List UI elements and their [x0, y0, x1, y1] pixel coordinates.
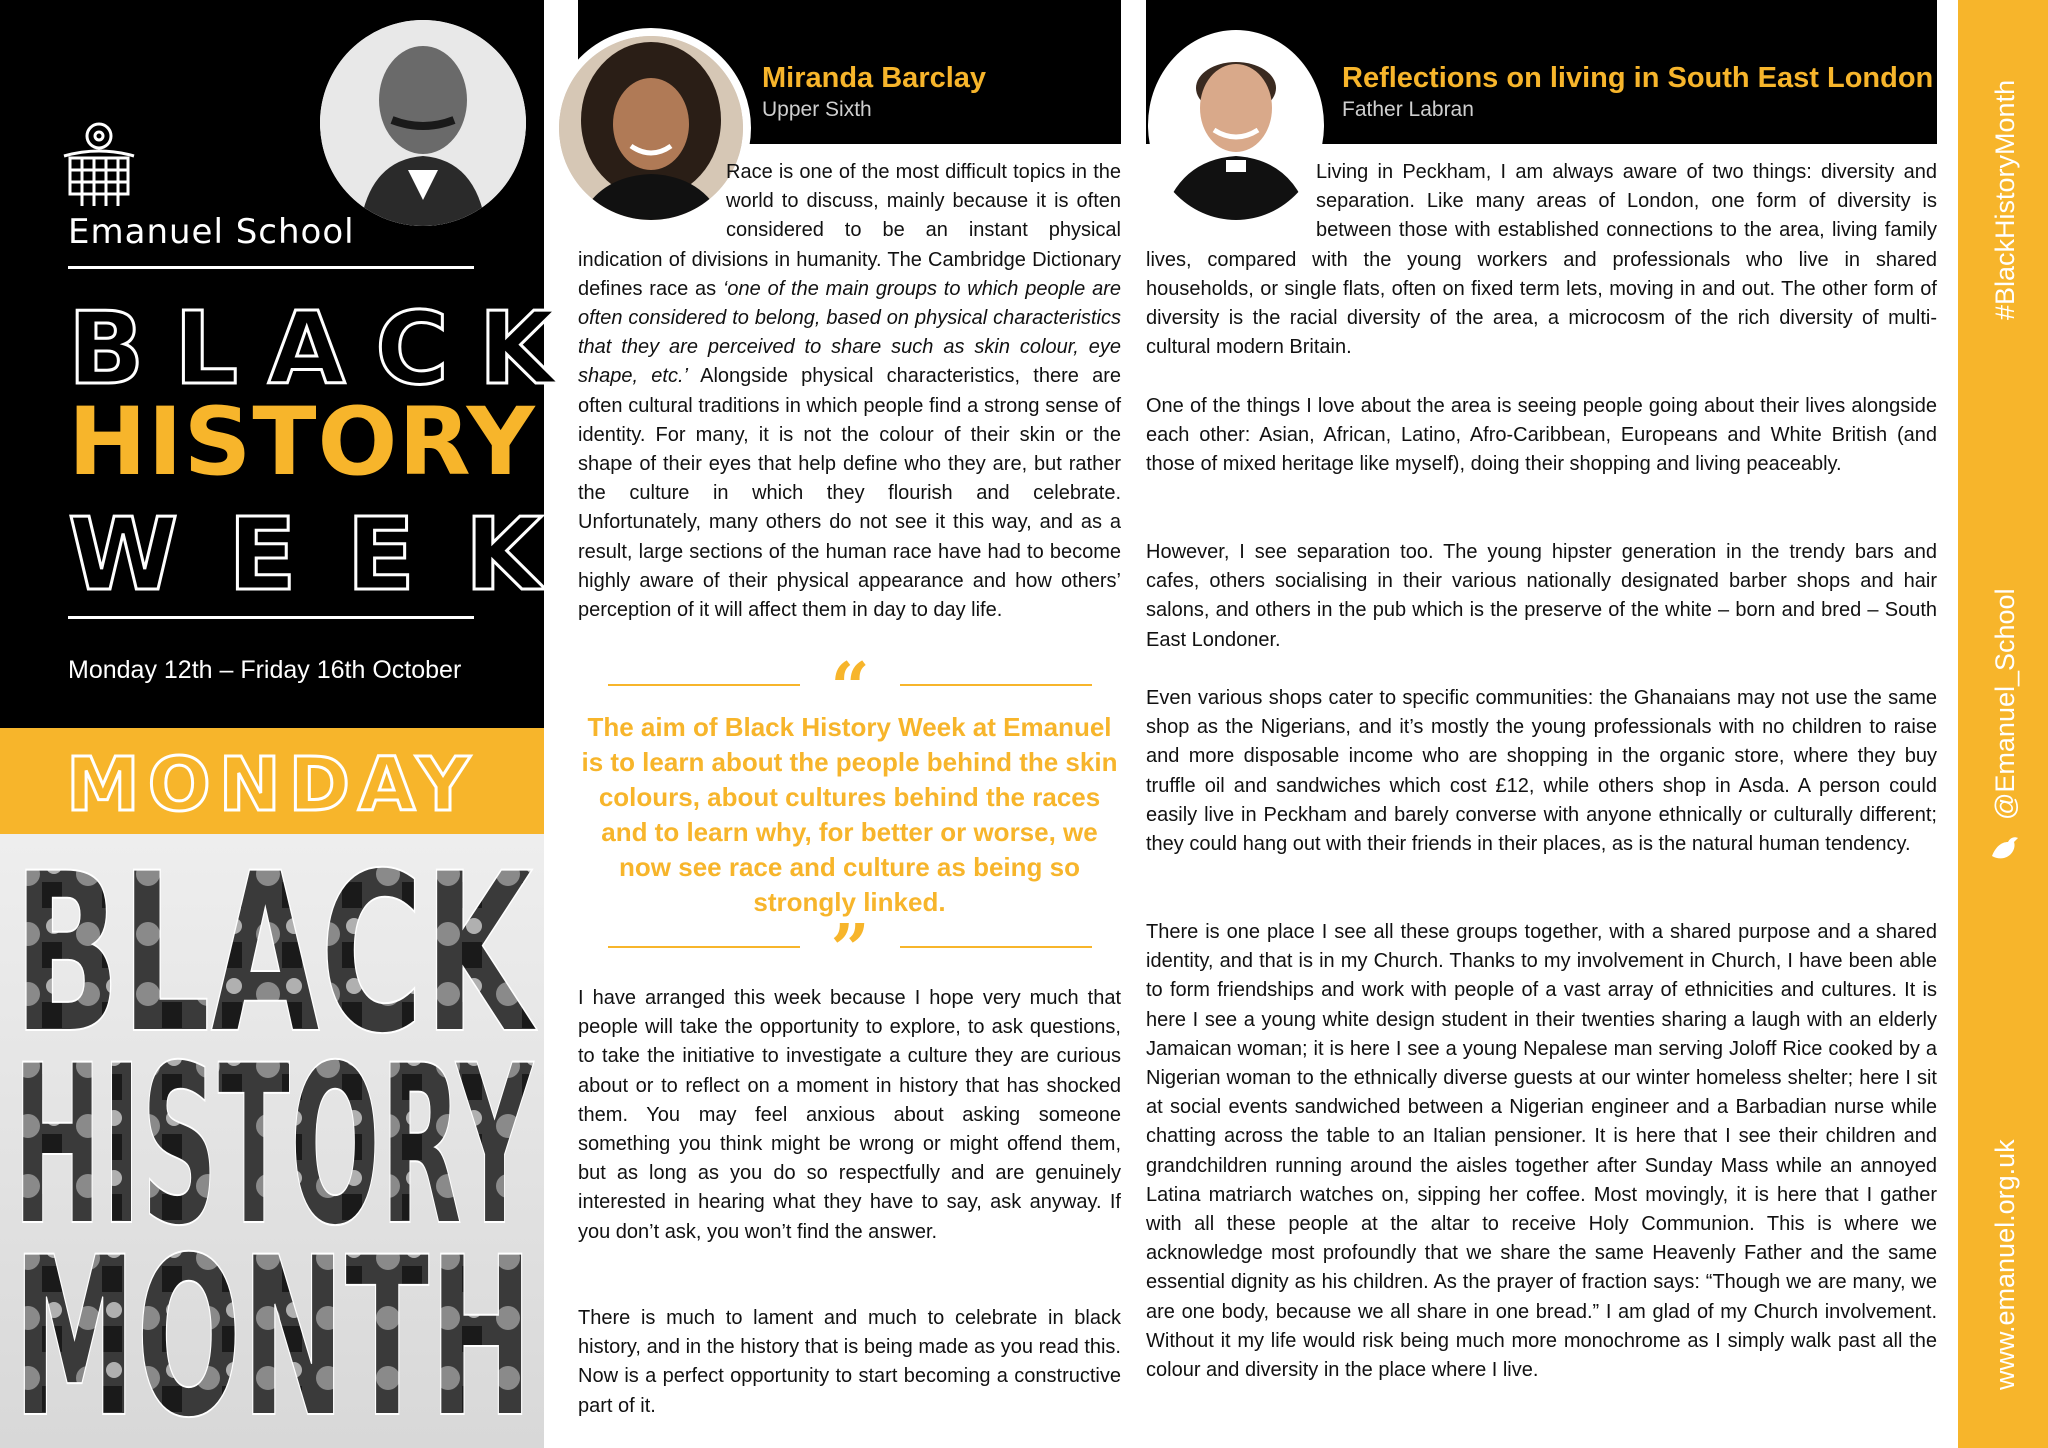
dictionary-definition: ‘one of the main groups to which people are often considered to belong, based on physical characteristics that they are perceived to share such as skin colour, eye shape, etc.’ [578, 277, 1121, 388]
article1-author: Miranda Barclay [762, 62, 987, 94]
article2-paragraph-3: However, I see separation too. The young hipster generation in the trendy bars and cafes, others socialising in their various nationally designated barber shops and hair salons, and others in the pub which is the preserve of the white – born and bred – South East Londoner. [1146, 541, 1937, 651]
collage-line-3 [8, 1236, 538, 1426]
historical-portrait-icon [320, 20, 526, 226]
title-week: WEEK [68, 496, 593, 613]
hashtag-label: #BlackHistoryMonth [1990, 79, 2020, 320]
event-dates: Monday 12th – Friday 16th October [68, 656, 462, 684]
article1-role: Upper Sixth [762, 98, 872, 121]
article1-intro-continued: Alongside physical characteristics, there are often cultural traditions in which people find a strong sense of identity. For many, it is not the colour of their skin or the shape of their eyes that help define who they are, but rather the culture in which they flourish and celebrate. Unfortunately, many others do not see it this way, and as a result, large sections of the human race have had to become highly aware of their physical appearance and how others’ perception of it will affect them in day to day life. [578, 365, 1121, 622]
day-label: MONDAY [66, 742, 478, 828]
collage-text-month: MONTH [13, 1236, 533, 1426]
collage-line-1 [8, 852, 538, 1042]
portcullis-crest-icon [62, 120, 136, 212]
title-history: HISTORY [68, 388, 536, 497]
social-handle-link[interactable]: @Emanuel_School [1990, 588, 2020, 820]
quote-close-divider [608, 910, 1092, 990]
collage-text-history: HISTORY [13, 1044, 535, 1234]
school-name: Emanuel School [68, 212, 355, 252]
article2-title: Reflections on living in South East London [1342, 62, 1934, 94]
article1-intro [578, 158, 1121, 625]
website-link[interactable]: www.emanuel.org.uk [1990, 1139, 2020, 1390]
collage-line-2 [8, 1044, 538, 1234]
quote-close-icon: ” [830, 910, 870, 990]
bird-social-icon [1988, 830, 2022, 864]
quote-open-divider [608, 648, 1092, 728]
article2-paragraph-4: Even various shops cater to specific communities: the Ghanaians may not use the same shop as the Nigerians, and it’s mostly the young professionals with no children to raise and more disposable income who are shopping in the organic store, where they buy truffle oil and sandwiches which cost £12, while others shop in Asda. A person could easily live in Peckham and barely converse with anyone ethnically or culturally different; they could hang out with their friends in their places, as is the natural human tendency. [1146, 687, 1937, 856]
article2-paragraph-2: One of the things I love about the area is seeing people going about their lives alongside each other: Asian, African, Latino, Afro-Caribbean, Europeans and White British (and those of mixed heritage like myself), doing their shopping and living peaceably. [1146, 395, 1937, 476]
black-history-month-collage [0, 834, 544, 1448]
article2-paragraph-1-text: Living in Peckham, I am always aware of two things: diversity and separation. Like many areas of London, one form of diversity is between those with established connections to the area, living family lives, compared with the young workers and professionals who live in shared households, or single flats, often on fixed term lets, moving in and out. The other form of diversity is the racial diversity of the area, a microcosm of the rich diversity of multi-cultural modern Britain. [1146, 161, 1937, 359]
article2-author: Father Labran [1342, 98, 1474, 121]
article2-paragraph-5: There is one place I see all these groups together, with a shared purpose and a shared identity, and that is in my Church. Thanks to my involvement in Church, I have been able to form friendships and work with people of a vast array of ethnicities and cultures. It is here I see a young white design student in their twenties sharing a laugh with an elderly Jamaican woman; it is here I see a young Nepalese man serving Joloff Rice cooked by a Nigerian woman to the ethnically diverse guests at our winter homeless shelter; here I sit at social events sandwiched between a Nigerian engineer and a Barbadian nurse while chatting across the table to an Italian pensioner. It is here that I see their children and grandchildren running around the aisles together after Sunday Mass while an annoyed Latina matriarch watches on, sipping her coffee. Most movingly, it is here that I gather with all these people at the altar to receive Holy Communion. This is where we acknowledge most profoundly that we share the same Heavenly Father and the same essential dignity as his children. As the prayer of fraction says: “Though we are many, we are one body, because we all share in one bread.” I am glad of my Church involvement. Without it my life would risk being much more monochrome as I simply walk past all the colour and diversity in the place where I live. [1146, 921, 1937, 1382]
article1-paragraph-3: There is much to lament and much to celebrate in black history, and in the history that is being made as you read this. Now is a perfect opportunity to start becoming a constructive part of it. [578, 1307, 1121, 1417]
title-divider-bottom [68, 616, 474, 619]
title-black: BLACK [68, 290, 587, 407]
pull-quote: The aim of Black History Week at Emanuel is to learn about the people behind the skin colours, about cultures behind the races and to learn why, for better or worse, we now see race and culture as being so strongly linked. [581, 712, 1118, 917]
quote-open-icon: “ [830, 648, 870, 728]
collage-text-black: BLACK [13, 852, 538, 1042]
article1-intro-text: Race is one of the most difficult topics in the world to discuss, mainly because it is often considered to be an instant physical indication of divisions in humanity. The Cambridge Dictionary defines race as [578, 161, 1121, 300]
article2-paragraph-1 [1146, 158, 1937, 362]
article1-paragraph-2: I have arranged this week because I hope very much that people will take the opportunity to explore, to ask questions, to take the initiative to investigate a culture they are curious about or to reflect on a moment in history that has shocked them. You may feel anxious about asking someone something you think might be wrong or might offend them, but as long as you do so respectfully and are genuinely interested in hearing what they have to say, ask anyway. If you don’t ask, you won’t find the answer. [578, 987, 1121, 1243]
title-divider-top [68, 266, 474, 269]
